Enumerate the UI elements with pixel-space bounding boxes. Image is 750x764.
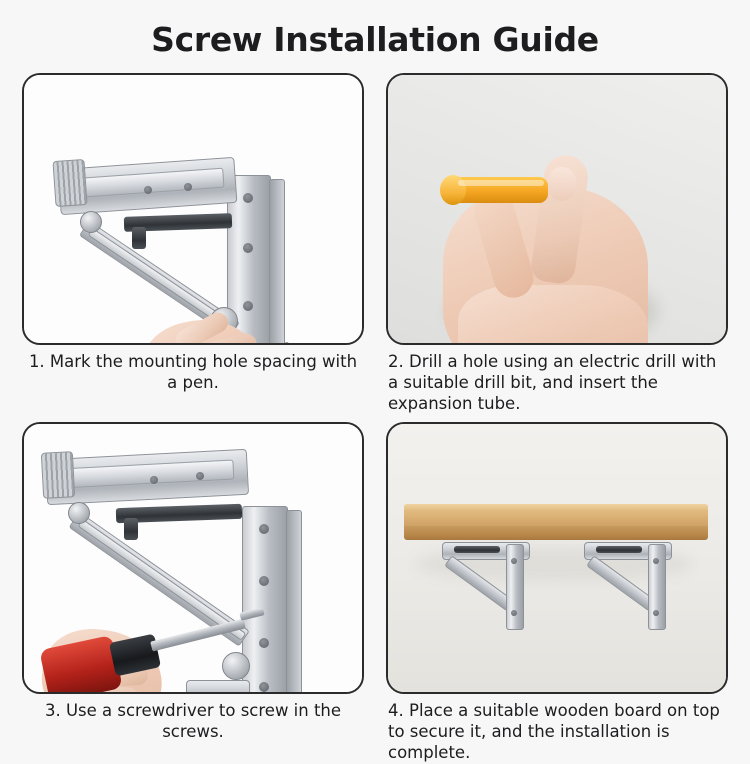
locking-bar-tab [124,518,138,540]
wooden-board-edge [404,526,708,540]
screw-hole [243,243,253,253]
screw-hole [243,301,253,311]
screw-hole [243,193,253,203]
step-card-1 [22,73,364,414]
left-bracket-bar [454,546,500,553]
step-card-4 [386,422,728,763]
fingernail [548,167,576,201]
step-card-3 [22,422,364,763]
bracket-end-cap [52,159,87,207]
bracket-screwdriver-photo [22,422,364,694]
board-highlight [404,504,708,510]
bracket-wall-plate-edge [286,510,302,694]
bracket-marking-photo [22,73,364,345]
bracket-lower-support [186,680,250,694]
tube-highlight [458,180,544,186]
bracket-wall-plate-edge [269,179,285,345]
arm-rivet [184,183,192,191]
right-bracket-wall-plate [648,544,666,630]
step4-scene [388,424,726,692]
step-card-2 [386,73,728,414]
step-caption: 1. Mark the mounting hole spacing with a pen. [28,352,358,392]
right-bracket-bar [596,546,642,553]
bracket-pivot-top [80,211,102,233]
finished-shelf-photo [386,422,728,694]
step-caption: 2. Drill a hole using an electric drill with a suitable drill bit, and insert the expansion tube. [388,352,717,413]
bracket-end-cap [41,452,75,500]
steps-grid [22,73,728,764]
palm [458,285,648,345]
wall-expansion-tube-photo [386,73,728,345]
step2-scene [388,75,726,343]
locking-bar-tab [132,227,146,249]
step-caption: 4. Place a suitable wooden board on top to secure it, and the installation is complete. [388,701,720,762]
step3-scene [24,424,362,692]
left-bracket-wall-plate [506,544,524,630]
page-title: Screw Installation Guide [151,20,599,59]
arm-rivet [144,186,152,194]
step-caption: 3. Use a screwdriver to screw in the screws. [44,701,342,742]
step1-scene [24,75,362,343]
